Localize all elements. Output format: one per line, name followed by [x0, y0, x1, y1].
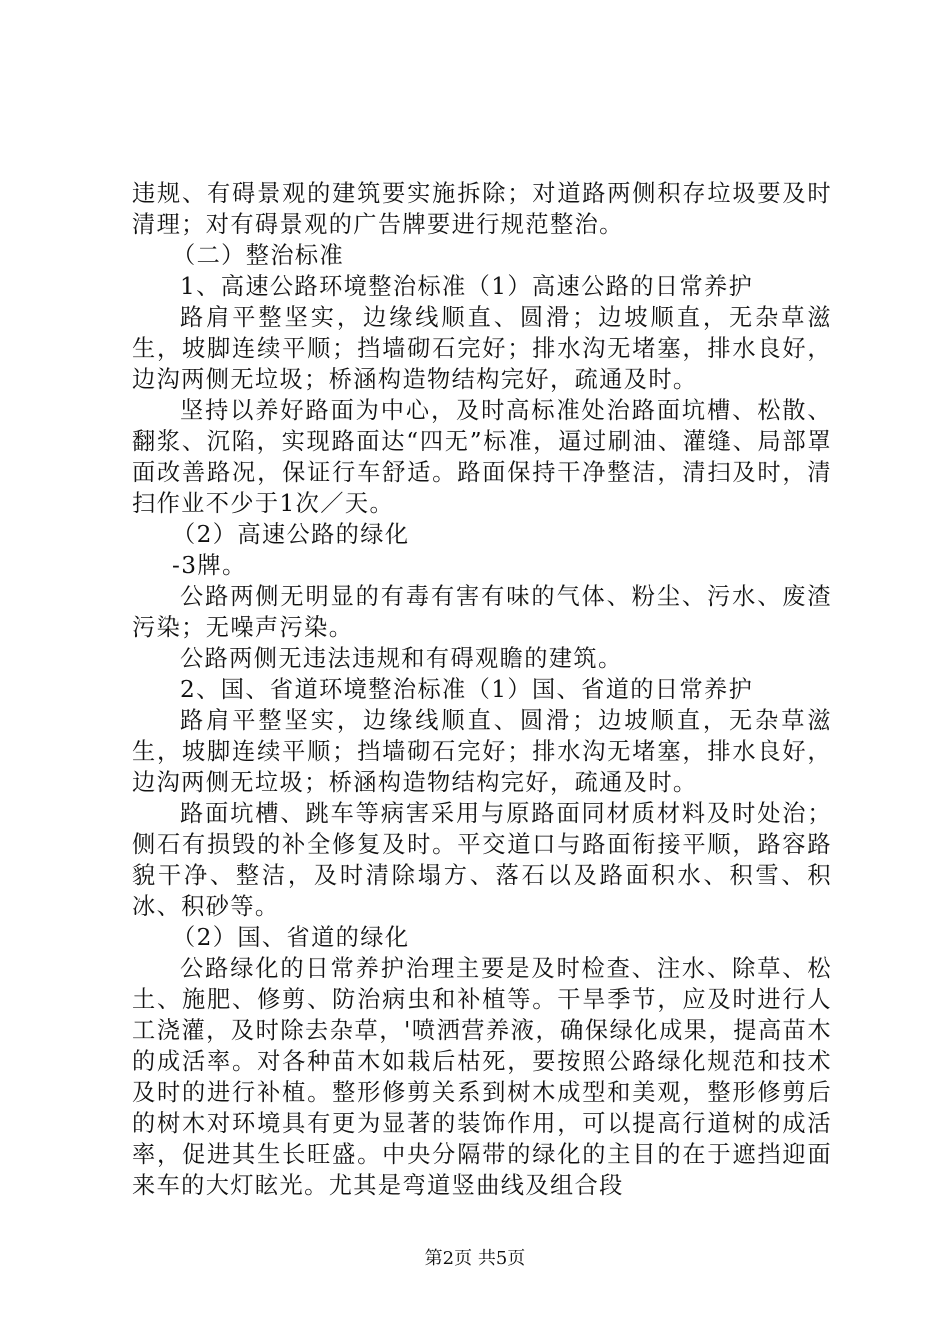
paragraph-highway-pavement: 坚持以养好路面为中心，及时高标准处治路面坑槽、松散、翻浆、沉陷，实现路面达“四无”标准，逼过刷油、灌缝、局部罩面改善路况，保证行车舒适。路面保持干净整洁，清扫及时，清扫作业不少于1次／天。	[132, 397, 832, 517]
paragraph-fragment: -3牌。	[172, 552, 247, 579]
subheading-national-road-standard: 2、国、省道环境整治标准（1）国、省道的日常养护	[180, 676, 754, 703]
paragraph-national-shoulder: 路肩平整坚实，边缘线顺直、圆滑；边坡顺直，无杂草滋生，坡脚连续平顺；挡墙砌石完好；排水沟无堵塞，排水良好，边沟两侧无垃圾；桥涵构造物结构完好，疏通及时。	[132, 707, 832, 796]
paragraph-pollution: 公路两侧无明显的有毒有害有味的气体、粉尘、污水、废渣污染；无噪声污染。	[132, 583, 832, 641]
paragraph-national-pavement: 路面坑槽、跳车等病害采用与原路面同材质材料及时处治；侧石有损毁的补全修复及时。平交道口与路面衔接平顺，路容路貌干净、整洁，及时清除塌方、落石以及路面积水、积雪、积冰、积砂等。	[132, 800, 832, 920]
document-body	[132, 178, 832, 1201]
paragraph-buildings: 公路两侧无违法违规和有碍观瞻的建筑。	[180, 645, 623, 672]
paragraph-highway-shoulder: 路肩平整坚实，边缘线顺直、圆滑；边坡顺直，无杂草滋生，坡脚连续平顺；挡墙砌石完好；排水沟无堵塞，排水良好，边沟两侧无垃圾；桥涵构造物结构完好，疏通及时。	[132, 304, 832, 393]
paragraph-greening-maintenance: 公路绿化的日常养护治理主要是及时检查、注水、除草、松土、施肥、修剪、防治病虫和补植等。干旱季节，应及时进行人工浇灌，及时除去杂草，'喷洒营养液，确保绿化成果，提高苗木的成活率。对各种苗木如栽后枯死，要按照公路绿化规范和技术及时的进行补植。整形修剪关系到树木成型和美观，整形修剪后的树木对环境具有更为显著的装饰作用，可以提高行道树的成活率，促进其生长旺盛。中央分隔带的绿化的主目的在于遮挡迎面来车的大灯眩光。尤其是弯道竖曲线及组合段	[132, 955, 832, 1199]
page-footer: 第2页 共5页	[424, 1248, 526, 1269]
paragraph-continuation: 违规、有碍景观的建筑要实施拆除；对道路两侧积存垃圾要及时清理；对有碍景观的广告牌要进行规范整治。	[132, 180, 832, 238]
section-heading-standards: （二）整治标准	[172, 242, 345, 269]
subheading-highway-standard: 1、高速公路环境整治标准（1）高速公路的日常养护	[180, 273, 754, 300]
subheading-national-greening: （2）国、省道的绿化	[172, 924, 410, 951]
subheading-highway-greening: （2）高速公路的绿化	[172, 521, 410, 548]
